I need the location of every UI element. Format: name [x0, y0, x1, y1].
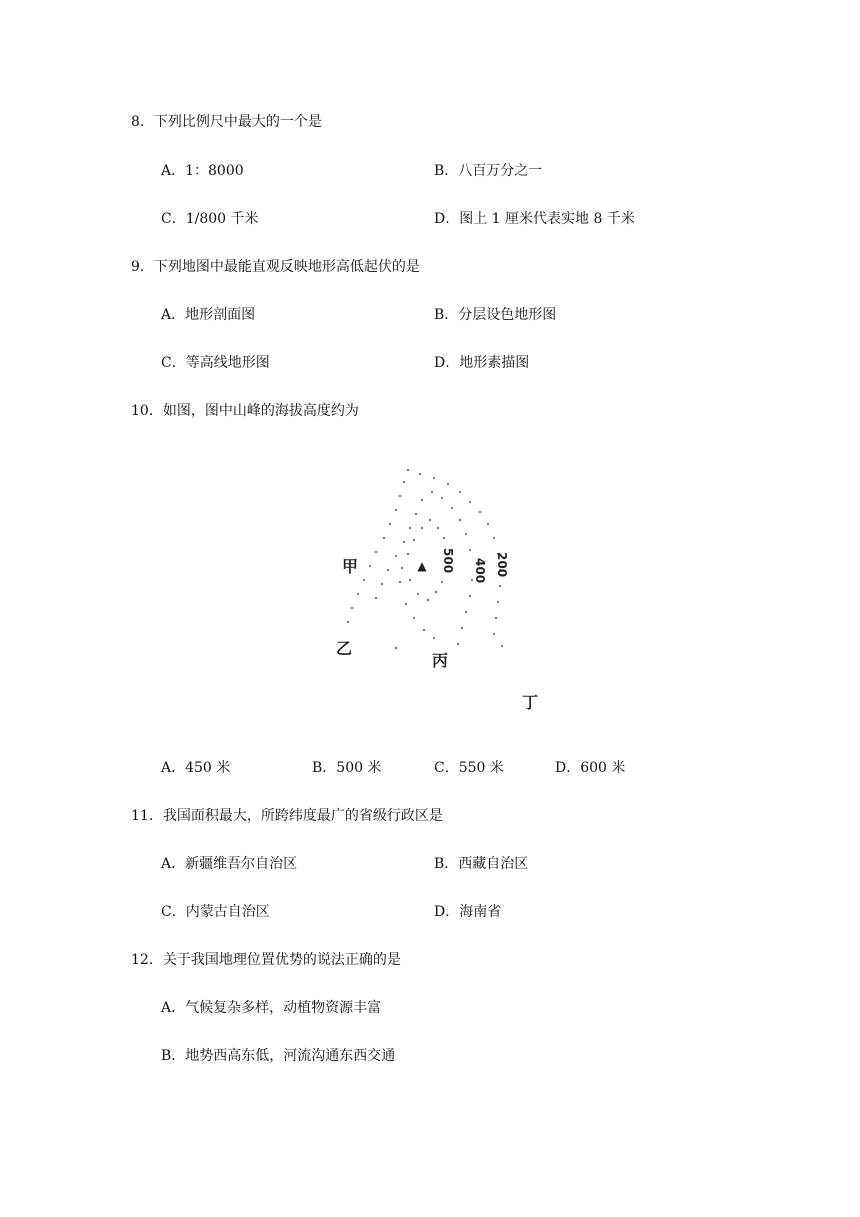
question-8-option-b: B．八百万分之一: [434, 163, 543, 179]
question-11-option-a: A．新疆维吾尔自治区: [161, 856, 298, 872]
peak-symbol: ▲: [417, 559, 427, 573]
question-8-option-a: A．1：8000: [161, 163, 244, 179]
question-12-option-a: A．气候复杂多样，动植物资源丰富: [161, 1000, 382, 1016]
question-11-option-d: D．海南省: [434, 904, 502, 920]
question-9-option-c: C．等高线地形图: [161, 355, 270, 371]
question-8-option-c: C．1/800 千米: [161, 211, 259, 227]
question-11-option-b: B．西藏自治区: [434, 856, 529, 872]
label-jia: 甲: [342, 557, 359, 576]
question-10-option-c: C．550 米: [434, 760, 504, 776]
question-9-option-d: D．地形素描图: [434, 355, 530, 371]
question-12-stem: 12．关于我国地理位置优势的说法正确的是: [131, 952, 401, 968]
question-8-option-d: D．图上 1 厘米代表实地 8 千米: [434, 211, 635, 227]
contour-label-500: 500: [441, 548, 455, 574]
question-8-stem: 8．下列比例尺中最大的一个是: [131, 114, 322, 130]
question-9-stem: 9．下列地图中最能直观反映地形高低起伏的是: [131, 259, 420, 275]
contour-label-400: 400: [473, 558, 487, 584]
question-9-option-a: A．地形剖面图: [161, 307, 256, 323]
question-12-option-b: B．地势西高东低，河流沟通东西交通: [161, 1048, 396, 1064]
question-10-stem: 10．如图，图中山峰的海拔高度约为: [131, 403, 359, 419]
label-ding: 丁: [522, 693, 539, 712]
question-9-option-b: B．分层设色地形图: [434, 307, 557, 323]
contour-map-figure: [330, 458, 560, 718]
question-11-stem: 11．我国面积最大，所跨纬度最广的省级行政区是: [131, 808, 443, 824]
label-yi: 乙: [336, 639, 353, 658]
question-10-option-b: B．500 米: [312, 760, 382, 776]
question-10-option-d: D．600 米: [555, 760, 626, 776]
label-bing: 丙: [432, 651, 449, 670]
contour-label-200: 200: [495, 552, 509, 578]
question-10-option-a: A．450 米: [161, 760, 231, 776]
question-11-option-c: C．内蒙古自治区: [161, 904, 270, 920]
